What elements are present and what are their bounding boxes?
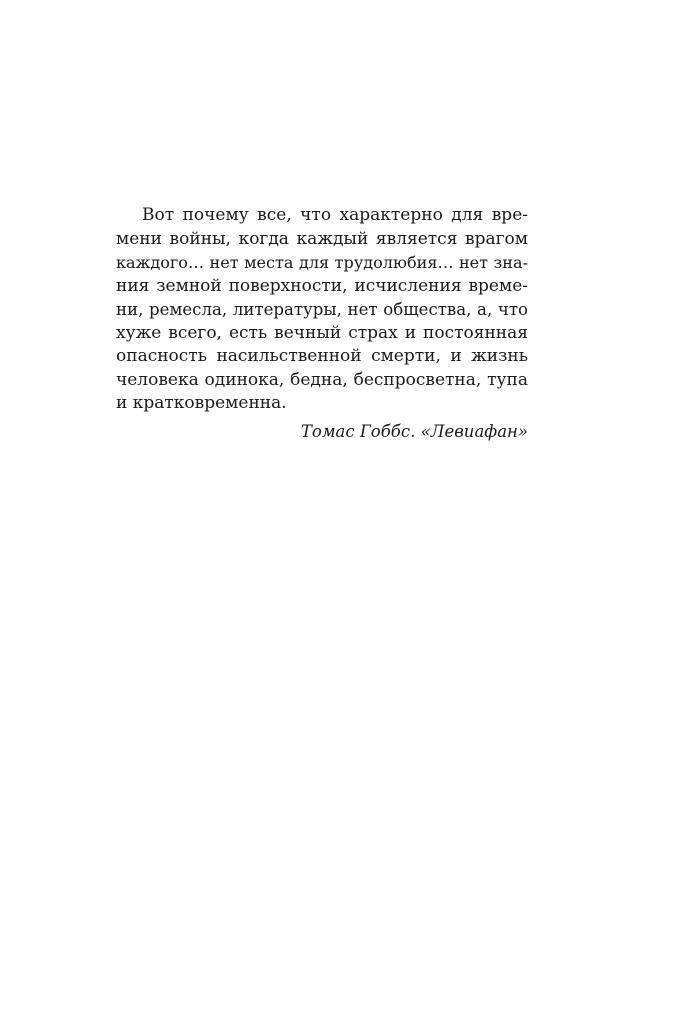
epigraph-line: хуже всего, есть вечный страх и постоянная [116, 322, 528, 343]
epigraph [116, 204, 528, 444]
epigraph-line: каждого… нет места для трудолюбия… нет зна- [116, 253, 528, 272]
epigraph-line: Вот почему все, что характерно для вре- [142, 205, 528, 225]
epigraph-line: человека одинока, бедна, беспросветна, тупа [116, 369, 528, 390]
epigraph-line: ния земной поверхности, исчисления време- [116, 275, 528, 296]
epigraph-line: ни, ремесла, литературы, нет общества, а, что [116, 300, 528, 319]
epigraph-attribution: Томас Гоббс. «Левиафан» [300, 421, 528, 441]
epigraph-line: и кратковременна. [116, 393, 287, 413]
epigraph-line: опасность насильственной смерти, и жизнь [116, 346, 528, 366]
epigraph-line: мени войны, когда каждый является врагом [116, 228, 528, 249]
